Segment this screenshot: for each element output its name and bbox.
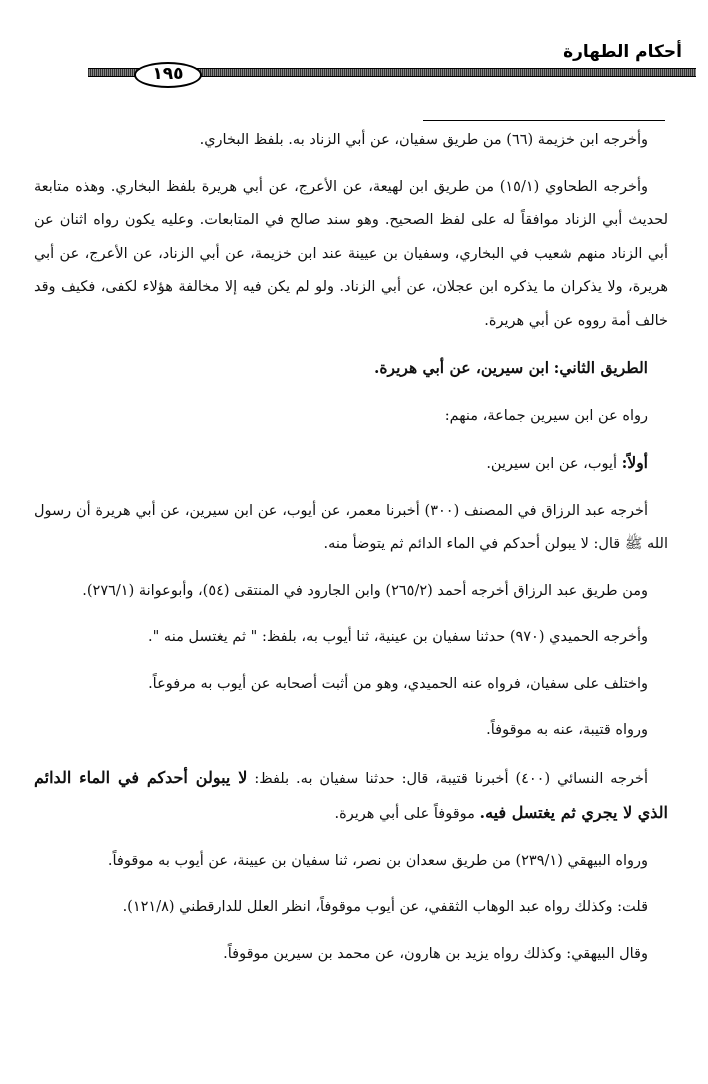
running-header-title: أحكام الطهارة xyxy=(563,42,682,62)
paragraph-text: ورواه قتيبة، عنه به موقوفاً. xyxy=(486,722,648,738)
paragraph-tail-text: موقوفاً على أبي هريرة. xyxy=(334,806,475,822)
paragraph xyxy=(34,938,668,972)
subsection-paragraph xyxy=(34,446,668,482)
paragraph-text: قلت: وكذلك رواه عبد الوهاب الثقفي، عن أيوب موقوفاً، انظر العلل للدارقطني (١٢١/٨). xyxy=(122,899,648,915)
paragraph xyxy=(34,400,668,434)
paragraph xyxy=(34,575,668,609)
paragraph-text: وأخرجه الحميدي (٩٧٠) حدثنا سفيان بن عينية، ثنا أيوب به، بلفظ: " ثم يغتسل منه ". xyxy=(148,629,648,645)
paragraph-text: وأخرجه الطحاوي (١٥/١) من طريق ابن لهيعة، عن الأعرج، عن أبي هريرة بلفظ البخاري. وهذه متابعة لحديث أبي الزناد موافقاً له على لفظ الصحيح. وهو سند صالح في المتابعات. وعليه يكون رواه اثنان عن أبي الزناد منهم شعيب في البخاري، وسفيان بن عيينة عند ابن خزيمة، عن أبي الزناد، عن الأعرج، عن أبي هريرة، ولا يذكران ما يذكره ابن عجلان، عن أبي الزناد. ولو لم يكن فيه إلا مخالفة هؤلاء لكفى، فكيف وقد خالف أمة رووه عن أبي هريرة. xyxy=(34,178,668,329)
paragraph-text: واختلف على سفيان، فرواه عنه الحميدي، وهو من أثبت أصحابه عن أيوب به مرفوعاً. xyxy=(148,675,648,692)
paragraph xyxy=(34,124,668,158)
subsection-label: أولاً: xyxy=(621,453,648,472)
paragraph xyxy=(34,714,668,748)
paragraph-text: رواه عن ابن سيرين جماعة، منهم: xyxy=(444,407,648,424)
paragraph xyxy=(34,845,668,879)
page-number: ١٩٥ xyxy=(134,62,202,88)
paragraph xyxy=(34,668,668,702)
section-heading-text: ابن سيرين، عن أبي هريرة. xyxy=(374,358,550,377)
section-heading-paragraph xyxy=(34,351,668,387)
section-separator-line xyxy=(423,120,665,121)
paragraph-text: أخرجه عبد الرزاق في المصنف (٣٠٠) أخبرنا معمر، عن أيوب، عن ابن سيرين، عن أبي هريرة أن رسول الله ﷺ قال: لا يبولن أحدكم في الماء الدائم ثم يتوضأ منه. xyxy=(34,502,668,552)
body-text xyxy=(34,124,668,984)
paragraph xyxy=(34,891,668,925)
paragraph-text: وأخرجه ابن خزيمة (٦٦) من طريق سفيان، عن أبي الزناد به. بلفظ البخاري. xyxy=(199,132,648,148)
paragraph-text: ورواه البيهقي (٢٣٩/١) من طريق سعدان بن نصر، ثنا سفيان بن عيينة، عن أيوب به موقوفاً. xyxy=(107,852,648,869)
paragraph xyxy=(34,495,668,562)
paragraph-text: ومن طريق عبد الرزاق أخرجه أحمد (٢٦٥/٢) وابن الجارود في المنتقى (٥٤)، وأبوعوانة (٢٧٦/١). xyxy=(82,582,648,599)
paragraph-text: أخرجه النسائي (٤٠٠) أخبرنا قتيبة، قال: حدثنا سفيان به. بلفظ: xyxy=(254,770,649,787)
paragraph-text: وقال البيهقي: وكذلك رواه يزيد بن هارون، عن محمد بن سيرين موقوفاً. xyxy=(223,945,648,962)
subsection-text: أيوب، عن ابن سيرين. xyxy=(486,456,618,472)
quoted-bold-text: لا يبولن أحدكم في الماء الدائم الذي لا يجري ثم يغتسل فيه. xyxy=(34,767,668,822)
section-heading-label: الطريق الثاني: xyxy=(553,358,648,377)
paragraph xyxy=(34,761,668,832)
paragraph xyxy=(34,621,668,655)
paragraph xyxy=(34,171,668,339)
